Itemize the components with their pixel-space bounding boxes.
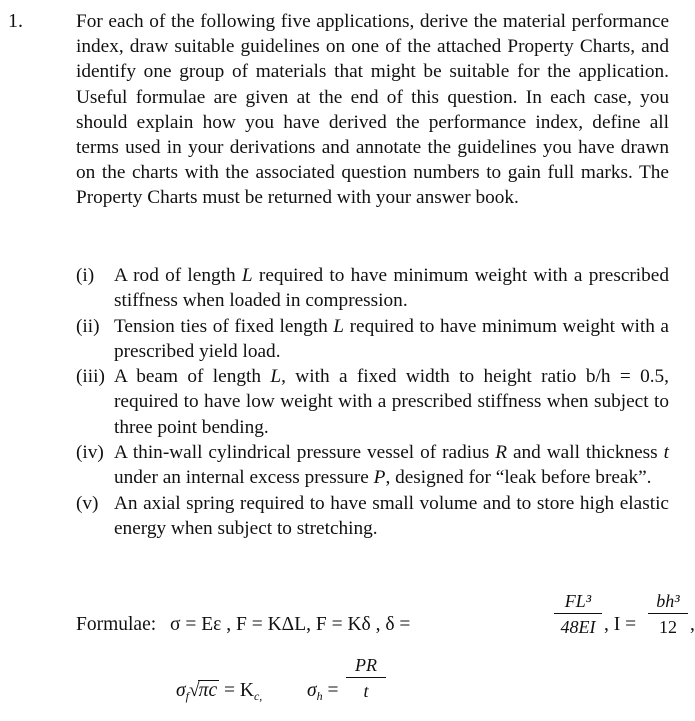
item-marker: (ii)	[76, 315, 100, 337]
deflection-fraction	[554, 590, 602, 638]
formula-separator: , I =	[604, 614, 637, 635]
fraction-bar	[554, 613, 602, 614]
sqrt-sign: √	[188, 680, 200, 701]
item-marker: (v)	[76, 492, 99, 514]
formulae-label: Formulae:	[76, 614, 157, 635]
question-number: 1.	[8, 10, 23, 32]
hoop-stress-formula	[307, 680, 339, 704]
formula-symbol: σ	[176, 680, 186, 701]
formula-symbol: σ	[307, 680, 317, 701]
fraction-numerator: bh³	[656, 591, 680, 611]
item-text: , designed for “leak before break”.	[385, 467, 652, 489]
formula-subscript: f	[185, 689, 189, 703]
formula-subscript: h	[316, 689, 323, 703]
item-text: under an internal excess pressure	[114, 467, 374, 489]
fracture-toughness-formula	[176, 680, 262, 704]
formula-separator: ,	[259, 689, 263, 703]
question-intro: For each of the following five applications, derive the material performance index, draw suitable guidelines on one of the attached Property Charts, and identify one group of materials that might be suitable for the application. Useful formulae are given at the end of this question. In each case, you should explain how you have derived the performance index, define all terms used in your derivations and annotate the guidelines you have drawn on the charts with the associated question numbers to gain full marks. The Property Charts must be returned with your answer book.	[76, 11, 669, 209]
fraction-bar	[346, 677, 386, 678]
list-item	[76, 491, 669, 542]
second-moment-fraction	[648, 590, 688, 638]
fraction-denominator: t	[363, 681, 369, 701]
hoop-stress-fraction	[346, 654, 386, 702]
item-text: Tension ties of fixed length	[114, 315, 334, 337]
fraction-bar	[648, 613, 688, 614]
item-variable: L	[270, 366, 282, 388]
fraction-denominator: 12	[659, 617, 677, 637]
fraction-denominator: 48EI	[560, 617, 596, 637]
item-text: A rod of length	[114, 265, 242, 286]
item-variable: R	[495, 442, 507, 464]
item-marker: (i)	[76, 265, 95, 286]
formula-symbol: πc	[198, 680, 218, 701]
list-item	[76, 263, 669, 314]
fraction-numerator: FL³	[564, 591, 592, 611]
item-marker: (iii)	[76, 366, 105, 388]
item-text: , with a fixed width to height ratio b/h = 0.5, required to have low weight with a prescribed stiffness when subject to three point bending.	[114, 366, 670, 438]
formulae-block	[76, 590, 695, 710]
item-text: An axial spring required to have small volume and to store high elastic energy when subject to stretching.	[114, 492, 669, 539]
sqrt-argument	[198, 680, 219, 701]
formula-row-1: σ = Eε , F = KΔL, F = Kδ , δ =	[170, 614, 411, 635]
item-variable: t	[663, 442, 669, 464]
item-text: required to have minimum weight with a prescribed yield load.	[114, 315, 669, 362]
formula-subscript: c	[253, 689, 260, 703]
item-variable: L	[241, 265, 253, 286]
list-item	[76, 364, 669, 440]
item-text: and wall thickness	[506, 442, 664, 464]
list-item	[76, 314, 669, 365]
item-marker: (iv)	[76, 442, 104, 464]
item-variable: P	[373, 467, 386, 489]
formula-symbol: = K	[223, 680, 254, 701]
application-list	[76, 263, 669, 541]
item-text: required to have minimum weight with a prescribed stiffness when loaded in compression.	[114, 265, 669, 312]
item-text: A thin-wall cylindrical pressure vessel of radius	[114, 442, 496, 464]
item-variable: L	[333, 315, 345, 337]
item-text: A beam of length	[114, 366, 271, 388]
formula-separator: ,	[690, 614, 695, 635]
formula-symbol: =	[327, 680, 339, 701]
fraction-numerator: PR	[355, 655, 377, 675]
list-item	[76, 440, 669, 491]
